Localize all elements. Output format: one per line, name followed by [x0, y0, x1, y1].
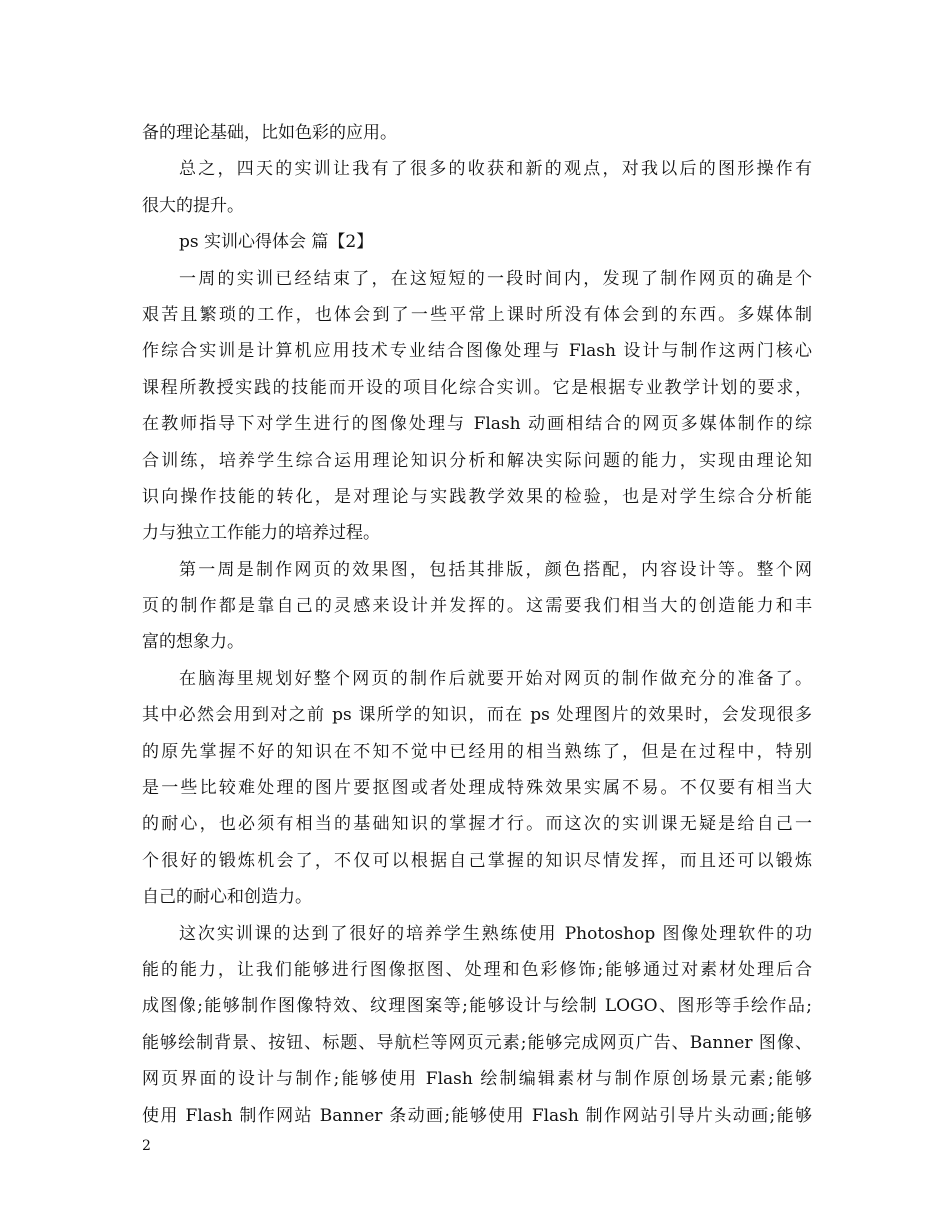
text-line: 艰苦且繁琐的工作，也体会到了一些平常上课时所没有体会到的东西。多媒体制 — [142, 304, 812, 325]
text-line: 能的能力，让我们能够进行图像抠图、处理和色彩修饰;能够通过对素材处理后合 — [142, 959, 812, 980]
text-line: 页的制作都是靠自己的灵感来设计并发挥的。这需要我们相当大的创造能力和丰 — [142, 596, 812, 617]
text-line: 富的想象力。 — [142, 632, 244, 653]
text-line: 在教师指导下对学生进行的图像处理与 Flash 动画相结合的网页多媒体制作的综 — [142, 414, 812, 435]
text-line: 网页界面的设计与制作;能够使用 Flash 绘制编辑素材与制作原创场景元素;能够 — [142, 1069, 812, 1090]
text-line: 力与独立工作能力的培养过程。 — [142, 523, 380, 544]
text-line: 的原先掌握不好的知识在不知不觉中已经用的相当熟练了，但是在过程中，特别 — [142, 741, 812, 762]
paragraph-first-line: 一周的实训已经结束了，在这短短的一段时间内，发现了制作网页的确是个 — [179, 268, 812, 289]
text-line: 个很好的锻炼机会了，不仅可以根据自己掌握的知识尽情发挥，而且还可以锻炼 — [142, 850, 812, 871]
paragraph-first-line: 在脑海里规划好整个网页的制作后就要开始对网页的制作做充分的准备了。 — [179, 668, 812, 689]
text-line: 是一些比较难处理的图片要抠图或者处理成特殊效果实属不易。不仅要有相当大 — [142, 778, 812, 799]
text-line: 自己的耐心和创造力。 — [142, 887, 312, 908]
text-line: 合训练，培养学生综合运用理论知识分析和解决实际问题的能力，实现由理论知 — [142, 450, 812, 471]
section-heading: ps 实训心得体会 篇【2】 — [179, 232, 374, 253]
text-line: 备的理论基础，比如色彩的应用。 — [142, 123, 397, 143]
text-line: 成图像;能够制作图像特效、纹理图案等;能够设计与绘制 LOGO、图形等手绘作品; — [142, 996, 812, 1017]
text-line: 作综合实训是计算机应用技术专业结合图像处理与 Flash 设计与制作这两门核心 — [142, 341, 812, 362]
text-line: 识向操作技能的转化，是对理论与实践教学效果的检验，也是对学生综合分析能 — [142, 486, 812, 507]
text-line: 很大的提升。 — [142, 195, 244, 216]
paragraph-first-line: 总之，四天的实训让我有了很多的收获和新的观点，对我以后的图形操作有 — [179, 159, 812, 180]
text-line: 的耐心，也必须有相当的基础知识的掌握才行。而这次的实训课无疑是给自己一 — [142, 814, 812, 835]
page-number: 2 — [142, 1138, 151, 1154]
text-line: 其中必然会用到对之前 ps 课所学的知识，而在 ps 处理图片的效果时，会发现很多 — [142, 705, 812, 726]
text-line: 能够绘制背景、按钮、标题、导航栏等网页元素;能够完成网页广告、Banner 图像、 — [142, 1032, 812, 1053]
paragraph-first-line: 第一周是制作网页的效果图，包括其排版，颜色搭配，内容设计等。整个网 — [179, 559, 812, 580]
body-text — [142, 115, 812, 1134]
text-line: 课程所教授实践的技能而开设的项目化综合实训。它是根据专业教学计划的要求， — [142, 377, 812, 398]
paragraph-first-line: 这次实训课的达到了很好的培养学生熟练使用 Photoshop 图像处理软件的功 — [179, 923, 812, 944]
text-line: 使用 Flash 制作网站 Banner 条动画;能够使用 Flash 制作网站引导片头动画;能够 — [142, 1105, 812, 1126]
